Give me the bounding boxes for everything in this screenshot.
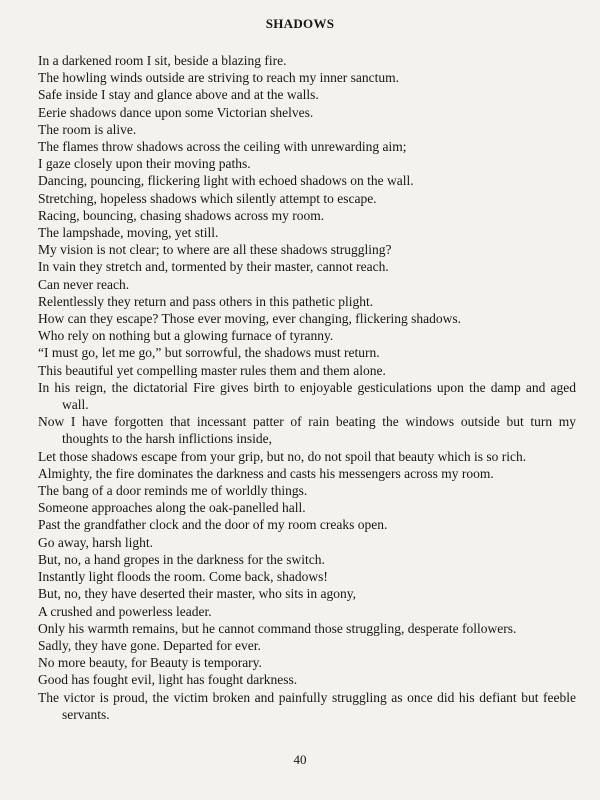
poem-line: Someone approaches along the oak-panelled hall. <box>38 500 306 516</box>
poem-line: Safe inside I stay and glance above and at the walls. <box>38 87 319 103</box>
poem-line: Let those shadows escape from your grip, but no, do not spoil that beauty which is so rich. <box>38 448 527 464</box>
poem-line: Instantly light floods the room. Come back, shadows! <box>38 569 328 585</box>
poem-line: A crushed and powerless leader. <box>38 603 212 619</box>
poem-line: How can they escape? Those ever moving, ever changing, flickering shadows. <box>38 311 461 327</box>
poem-line: Can never reach. <box>38 276 130 292</box>
poem-line: Racing, bouncing, chasing shadows across my room. <box>38 207 325 223</box>
page-title: SHADOWS <box>265 16 335 31</box>
poem-line: Past the grandfather clock and the door of my room creaks open. <box>38 517 388 533</box>
poem-line: The victor is proud, the victim broken and painfully struggling as once did his defiant but feeble servants. <box>38 689 576 722</box>
poem-line: The bang of a door reminds me of worldly things. <box>38 483 308 499</box>
poem-line: In his reign, the dictatorial Fire gives birth to enjoyable gesticulations upon the damp and aged wall. <box>38 379 576 413</box>
poem-line: Only his warmth remains, but he cannot command those struggling, desperate followers. <box>38 620 517 636</box>
poem-line: Now I have forgotten that incessant patter of rain beating the windows outside but turn my thoughts to the harsh inflictions inside, <box>38 414 576 447</box>
page-number: 40 <box>293 752 307 767</box>
poem-line: The howling winds outside are striving to reach my inner sanctum. <box>38 70 400 86</box>
poem-line: The lampshade, moving, yet still. <box>38 225 219 241</box>
poem-line: Go away, harsh light. <box>38 534 153 550</box>
poem-line: My vision is not clear; to where are all these shadows struggling? <box>38 242 392 258</box>
poem-line: Dancing, pouncing, flickering light with echoed shadows on the wall. <box>38 173 414 189</box>
poem-line: Almighty, the fire dominates the darkness and casts his messengers across my room. <box>38 465 494 481</box>
poem-line: No more beauty, for Beauty is temporary. <box>38 655 262 671</box>
poem-line: The flames throw shadows across the ceiling with unrewarding aim; <box>38 139 407 155</box>
poem-line: In a darkened room I sit, beside a blazing fire. <box>38 53 287 68</box>
poem-line: “I must go, let me go,” but sorrowful, the shadows must return. <box>38 345 380 361</box>
poem-line: The room is alive. <box>38 121 137 137</box>
poem-line: Eerie shadows dance upon some Victorian shelves. <box>38 104 314 120</box>
poem-line: Stretching, hopeless shadows which silently attempt to escape. <box>38 190 377 206</box>
poem-line: Who rely on nothing but a glowing furnace of tyranny. <box>38 328 334 344</box>
poem-line: I gaze closely upon their moving paths. <box>38 156 251 172</box>
poem-line: Relentlessly they return and pass others in this pathetic plight. <box>38 293 374 309</box>
poem-line: This beautiful yet compelling master rules them and them alone. <box>38 362 386 378</box>
poem-line: Good has fought evil, light has fought darkness. <box>38 672 298 688</box>
poem-line: But, no, they have deserted their master, who sits in agony, <box>38 586 357 602</box>
poem-line: In vain they stretch and, tormented by their master, cannot reach. <box>38 259 389 275</box>
poem-line: Sadly, they have gone. Departed for ever. <box>38 637 261 653</box>
poem-body <box>38 52 576 723</box>
poem-line: But, no, a hand gropes in the darkness for the switch. <box>38 551 325 567</box>
